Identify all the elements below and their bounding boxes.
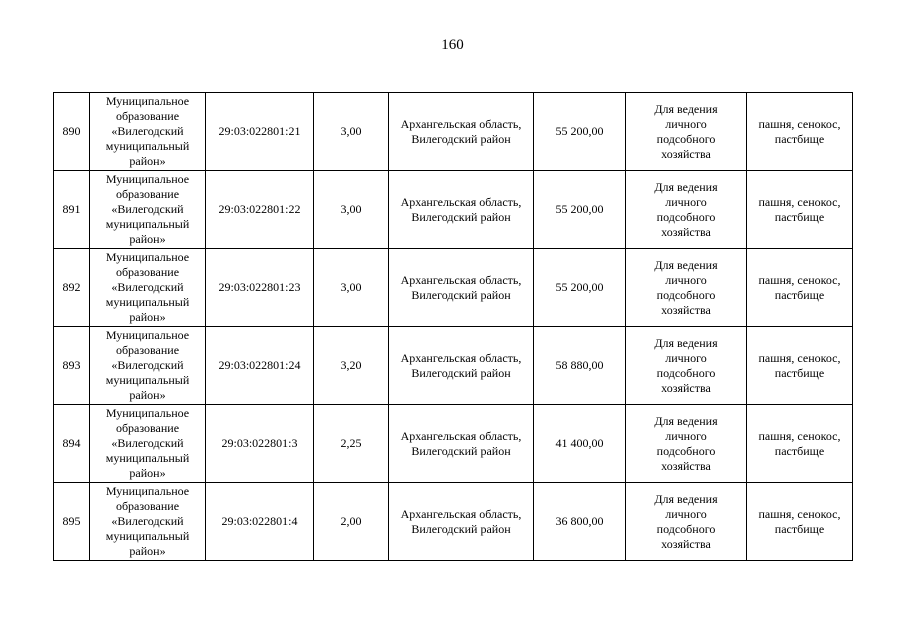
owner: Муниципальное образование «Вилегодский муниципальный район» [105, 328, 190, 402]
table-row [54, 327, 853, 405]
area-cell [314, 327, 389, 405]
location: Архангельская область, Вилегодский район [400, 506, 522, 536]
location: Архангельская область, Вилегодский район [400, 194, 522, 224]
value-cell [534, 405, 626, 483]
owner-cell [90, 483, 206, 561]
location-cell [389, 93, 534, 171]
owner: Муниципальное образование «Вилегодский муниципальный район» [105, 172, 190, 246]
purpose-cell [626, 327, 747, 405]
area: 2,25 [340, 436, 362, 450]
land-type: пашня, сенокос, пастбище [758, 272, 841, 302]
land-type: пашня, сенокос, пастбище [758, 350, 841, 380]
area: 3,20 [340, 358, 362, 372]
cadastral-cell [206, 483, 314, 561]
table-row [54, 93, 853, 171]
location: Архангельская область, Вилегодский район [400, 428, 522, 458]
cadastral-value: 36 800,00 [555, 514, 604, 528]
location-cell [389, 171, 534, 249]
row-number-cell [54, 405, 90, 483]
area-cell [314, 171, 389, 249]
owner: Муниципальное образование «Вилегодский муниципальный район» [105, 250, 190, 324]
cadastral-number: 29:03:022801:4 [221, 514, 298, 528]
permitted-use: Для ведения личного подсобного хозяйства [654, 335, 718, 395]
location-cell [389, 483, 534, 561]
permitted-use: Для ведения личного подсобного хозяйства [654, 491, 718, 551]
cadastral-cell [206, 171, 314, 249]
value-cell [534, 171, 626, 249]
owner: Муниципальное образование «Вилегодский муниципальный район» [105, 94, 190, 168]
area-cell [314, 249, 389, 327]
purpose-cell [626, 483, 747, 561]
table-row [54, 483, 853, 561]
location: Архангельская область, Вилегодский район [400, 272, 522, 302]
permitted-use: Для ведения личного подсобного хозяйства [654, 179, 718, 239]
row-number-cell [54, 327, 90, 405]
table-row [54, 249, 853, 327]
cadastral-cell [206, 249, 314, 327]
cadastral-number: 29:03:022801:23 [218, 280, 301, 294]
area: 3,00 [340, 124, 362, 138]
cadastral-cell [206, 327, 314, 405]
land-type: пашня, сенокос, пастбище [758, 194, 841, 224]
owner: Муниципальное образование «Вилегодский муниципальный район» [105, 484, 190, 558]
purpose-cell [626, 249, 747, 327]
owner-cell [90, 405, 206, 483]
owner-cell [90, 93, 206, 171]
row-number: 894 [62, 436, 81, 450]
permitted-use: Для ведения личного подсобного хозяйства [654, 413, 718, 473]
area-cell [314, 93, 389, 171]
row-number-cell [54, 171, 90, 249]
owner-cell [90, 327, 206, 405]
row-number: 890 [62, 124, 81, 138]
land-type-cell [747, 483, 853, 561]
table-row [54, 171, 853, 249]
owner: Муниципальное образование «Вилегодский муниципальный район» [105, 406, 190, 480]
cadastral-number: 29:03:022801:24 [218, 358, 301, 372]
permitted-use: Для ведения личного подсобного хозяйства [654, 257, 718, 317]
cadastral-number: 29:03:022801:22 [218, 202, 301, 216]
location: Архангельская область, Вилегодский район [400, 116, 522, 146]
row-number-cell [54, 93, 90, 171]
cadastral-value: 55 200,00 [555, 202, 604, 216]
area: 3,00 [340, 202, 362, 216]
land-type-cell [747, 93, 853, 171]
land-type: пашня, сенокос, пастбище [758, 116, 841, 146]
purpose-cell [626, 405, 747, 483]
location-cell [389, 249, 534, 327]
owner-cell [90, 249, 206, 327]
location-cell [389, 327, 534, 405]
area: 3,00 [340, 280, 362, 294]
cadastral-value: 41 400,00 [555, 436, 604, 450]
area: 2,00 [340, 514, 362, 528]
value-cell [534, 483, 626, 561]
purpose-cell [626, 171, 747, 249]
cadastral-value: 55 200,00 [555, 280, 604, 294]
row-number-cell [54, 249, 90, 327]
location: Архангельская область, Вилегодский район [400, 350, 522, 380]
cadastral-number: 29:03:022801:3 [221, 436, 298, 450]
permitted-use: Для ведения личного подсобного хозяйства [654, 101, 718, 161]
land-type-cell [747, 249, 853, 327]
owner-cell [90, 171, 206, 249]
location-cell [389, 405, 534, 483]
area-cell [314, 405, 389, 483]
row-number: 892 [62, 280, 81, 294]
cadastral-value: 58 880,00 [555, 358, 604, 372]
land-type-cell [747, 405, 853, 483]
page-number: 160 [441, 37, 464, 53]
row-number: 893 [62, 358, 81, 372]
land-type-cell [747, 171, 853, 249]
value-cell [534, 249, 626, 327]
land-type: пашня, сенокос, пастбище [758, 428, 841, 458]
area-cell [314, 483, 389, 561]
land-type-cell [747, 327, 853, 405]
value-cell [534, 327, 626, 405]
row-number-cell [54, 483, 90, 561]
row-number: 891 [62, 202, 81, 216]
row-number: 895 [62, 514, 81, 528]
value-cell [534, 93, 626, 171]
table-row [54, 405, 853, 483]
cadastral-cell [206, 405, 314, 483]
land-type: пашня, сенокос, пастбище [758, 506, 841, 536]
land-plots-table [53, 92, 853, 561]
cadastral-value: 55 200,00 [555, 124, 604, 138]
cadastral-number: 29:03:022801:21 [218, 124, 301, 138]
purpose-cell [626, 93, 747, 171]
cadastral-cell [206, 93, 314, 171]
